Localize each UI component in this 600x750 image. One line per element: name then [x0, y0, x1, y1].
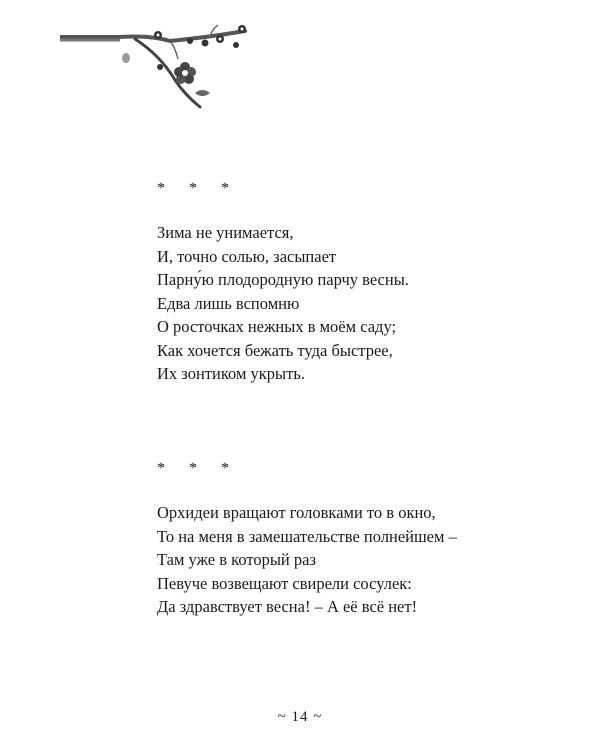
poem-line: Там уже в который раз: [157, 550, 316, 569]
poem-1: [157, 181, 577, 386]
poem-line: И, точно солью, засыпает: [157, 246, 337, 266]
stanza-separator: * * *: [157, 180, 239, 197]
poem-line: Их зонтиком укрыть.: [157, 364, 305, 383]
poem-line: Певуче возвещают свирели сосулек:: [157, 573, 412, 593]
poem-line: Орхидеи вращают головками то в окно,: [157, 503, 436, 522]
page-number: ~ 14 ~: [277, 709, 323, 725]
poem-line: То на меня в замешательстве полнейшем –: [157, 526, 457, 546]
poem-line: Зима не унимается,: [157, 223, 294, 242]
poem-line: Да здравствует весна! – А её всё нет!: [157, 597, 418, 616]
blossom-branch-icon: [60, 15, 260, 115]
poem-2: [157, 461, 577, 619]
poem-line: Парну́ю плодородную парчу весны.: [157, 270, 409, 289]
poem-line: Едва лишь вспомню: [157, 293, 300, 313]
poem-line: О росточках нежных в моём саду;: [157, 317, 397, 336]
poem-line: Как хочется бежать туда быстрее,: [157, 340, 393, 360]
stanza-separator: * * *: [157, 460, 239, 477]
